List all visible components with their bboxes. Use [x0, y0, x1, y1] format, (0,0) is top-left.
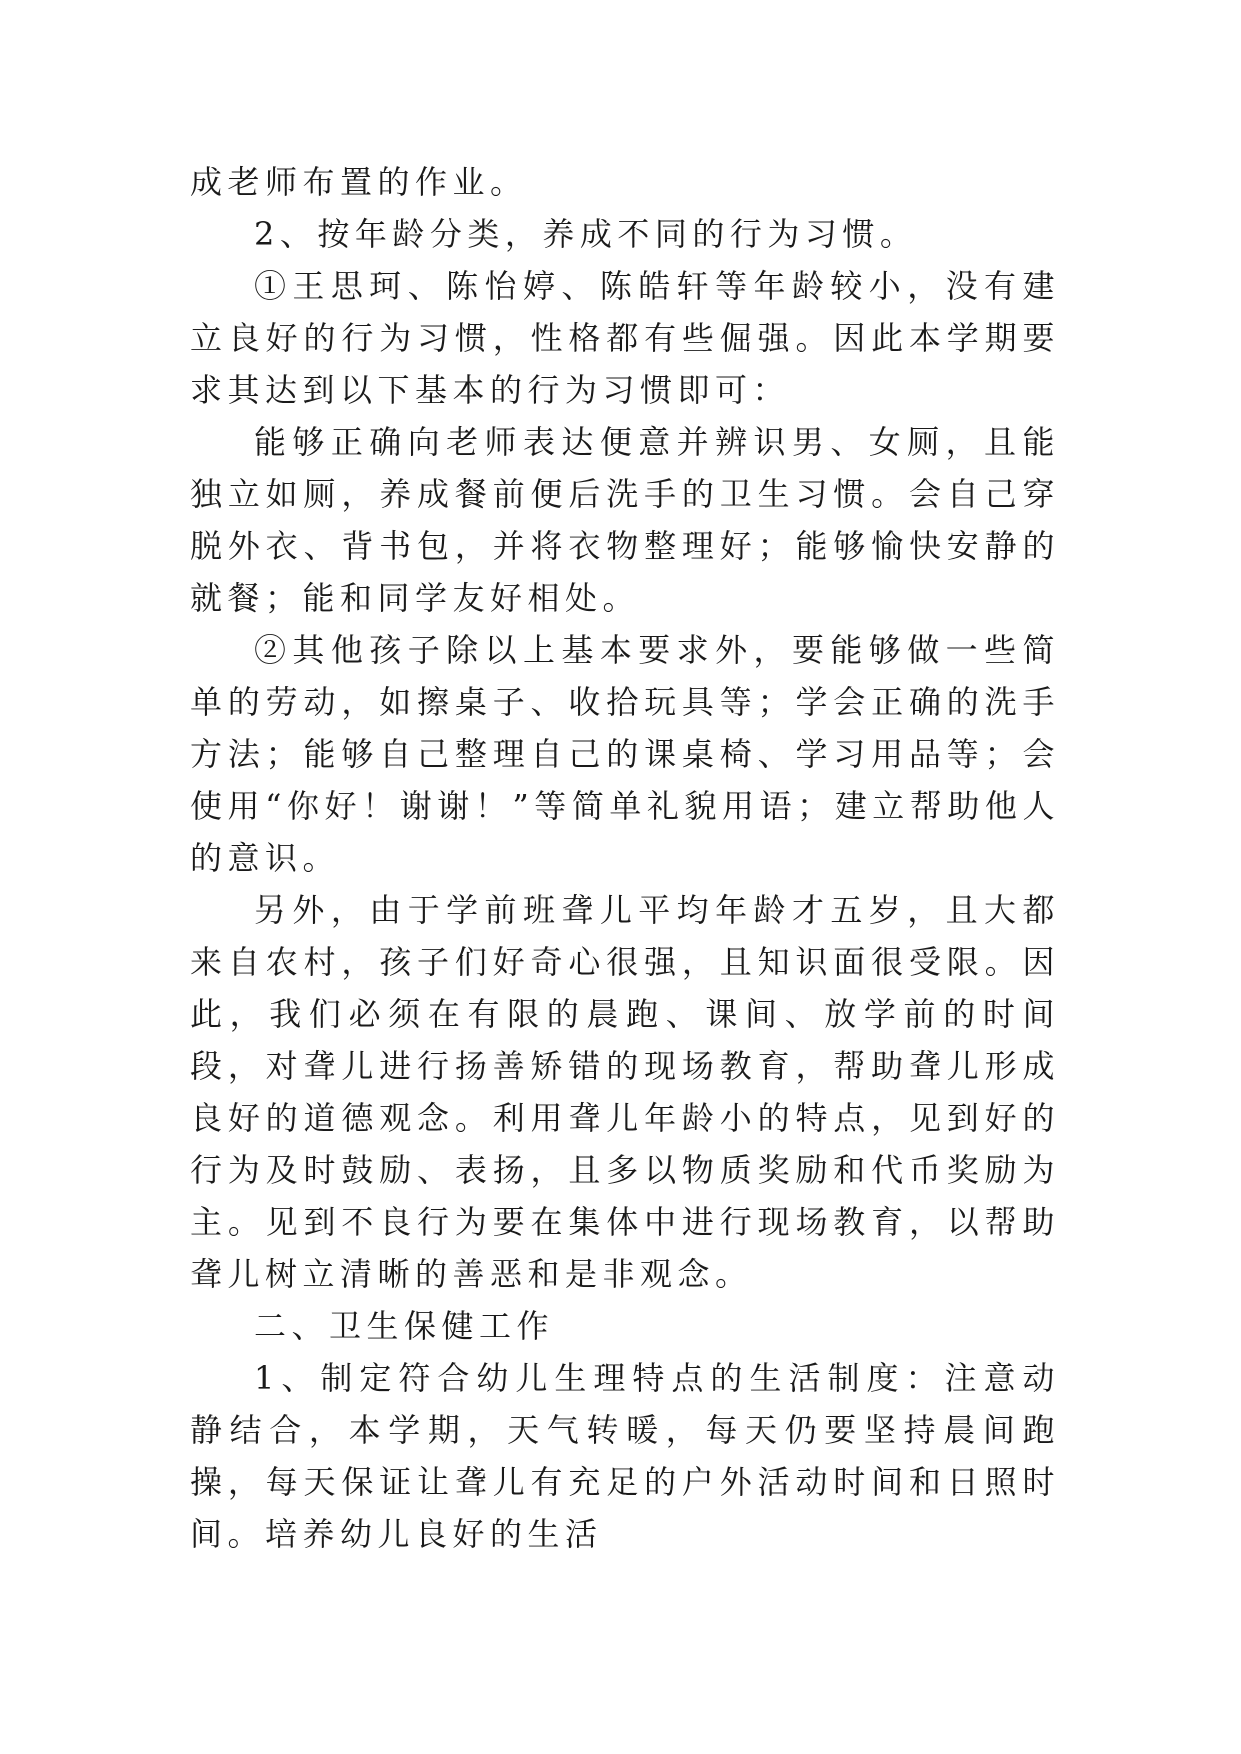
paragraph-continuation: 成老师布置的作业。	[190, 163, 528, 201]
document-body	[190, 156, 1060, 1560]
paragraph-moral-education: 另外，由于学前班聋儿平均年龄才五岁，且大都来自农村，孩子们好奇心很强，且知识面很受限。因此，我们必须在有限的晨跑、课间、放学前的时间段，对聋儿进行扬善矫错的现场教育，帮助聋儿形成良好的道德观念。利用聋儿年龄小的特点，见到好的行为及时鼓励、表扬，且多以物质奖励和代币奖励为主。见到不良行为要在集体中进行现场教育，以帮助聋儿树立清晰的善恶和是非观念。	[190, 891, 1060, 1293]
section-heading-health-care: 二、卫生保健工作	[254, 1307, 555, 1345]
paragraph-age-classification: 2、按年龄分类，养成不同的行为习惯。	[254, 215, 918, 253]
paragraph-basic-habits: 能够正确向老师表达便意并辨识男、女厕，且能独立如厕，养成餐前便后洗手的卫生习惯。会自己穿脱外衣、背书包，并将衣物整理好；能够愉快安静的就餐；能和同学友好相处。	[190, 423, 1060, 617]
paragraph-younger-children: ①王思珂、陈怡婷、陈皓轩等年龄较小，没有建立良好的行为习惯，性格都有些倔强。因此本学期要求其达到以下基本的行为习惯即可：	[190, 267, 1060, 409]
paragraph-other-children: ②其他孩子除以上基本要求外，要能够做一些简单的劳动，如擦桌子、收拾玩具等；学会正确的洗手方法；能够自己整理自己的课桌椅、学习用品等；会使用“你好！谢谢！”等简单礼貌用语；建立帮助他人的意识。	[190, 631, 1060, 877]
paragraph-daily-schedule: 1、制定符合幼儿生理特点的生活制度：注意动静结合，本学期，天气转暖，每天仍要坚持晨间跑操，每天保证让聋儿有充足的户外活动时间和日照时间。培养幼儿良好的生活	[190, 1359, 1060, 1553]
